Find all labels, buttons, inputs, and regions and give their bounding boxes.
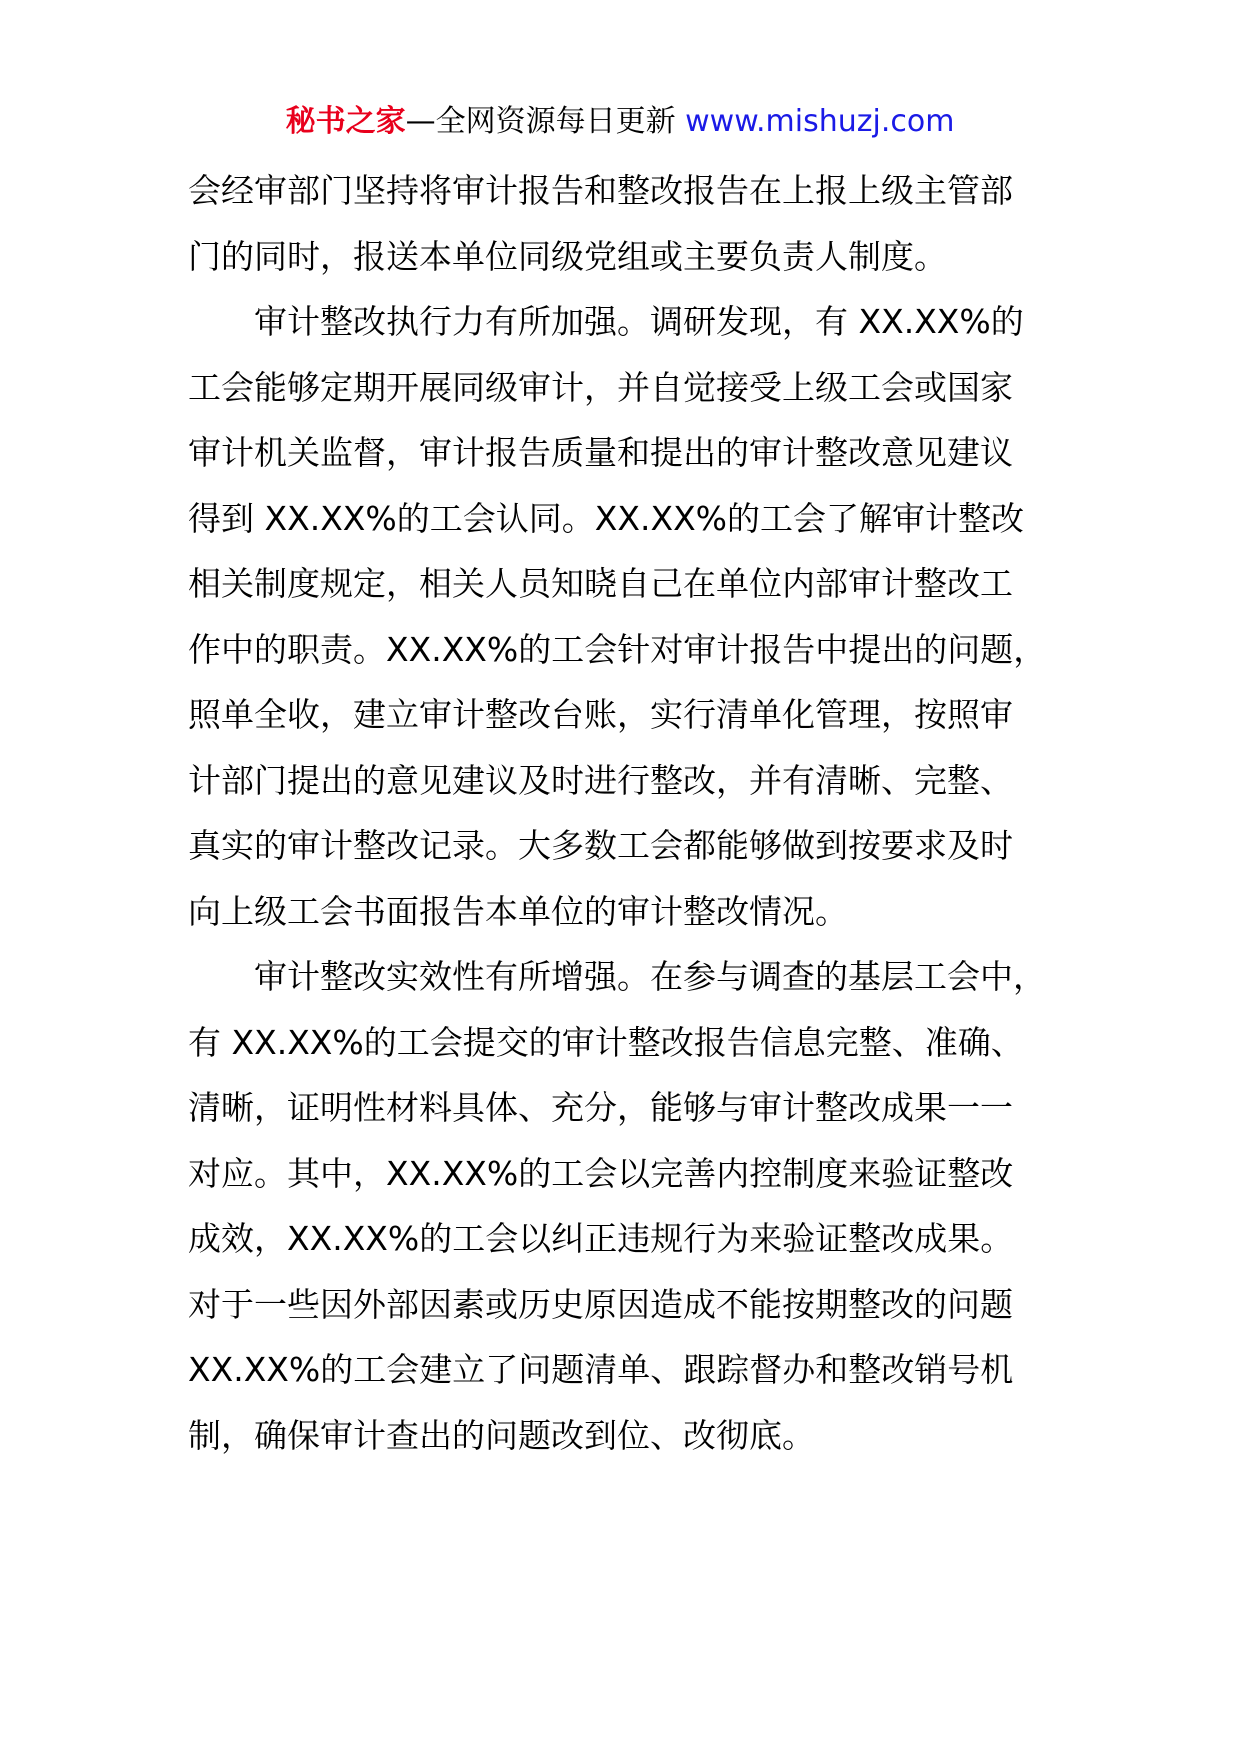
site-url-link[interactable]: www.mishuzj.com bbox=[685, 104, 955, 139]
paragraph-3-line: XX.XX%的工会建立了问题清单、跟踪督办和整改销号机 bbox=[188, 1350, 1014, 1389]
paragraph-3-line: 清晰，证明性材料具体、充分，能够与审计整改成果一一 bbox=[188, 1088, 1013, 1127]
site-header bbox=[0, 98, 1240, 146]
paragraph-3-line: 对应。其中，XX.XX%的工会以完善内控制度来验证整改 bbox=[188, 1153, 1014, 1193]
paragraph-2-line: 向上级工会书面报告本单位的审计整改情况。 bbox=[188, 891, 848, 931]
paragraph-3-line: 审计整改实效性有所增强。在参与调查的基层工会中， bbox=[254, 957, 1046, 996]
paragraph-2-line: 审计整改执行力有所加强。调研发现，有 XX.XX%的 bbox=[254, 302, 1024, 341]
paragraph-2-line: 相关制度规定，相关人员知晓自己在单位内部审计整改工 bbox=[188, 564, 1013, 603]
paragraph-2-line: 审计机关监督，审计报告质量和提出的审计整改意见建议 bbox=[188, 433, 1013, 472]
paragraph-2-line: 作中的职责。XX.XX%的工会针对审计报告中提出的问题， bbox=[188, 629, 1047, 669]
paragraph-2-line: 照单全收，建立审计整改台账，实行清单化管理，按照审 bbox=[188, 695, 1013, 734]
document-body bbox=[188, 158, 1068, 1468]
paragraph-3-line: 对于一些因外部因素或历史原因造成不能按期整改的问题 bbox=[188, 1284, 1013, 1324]
paragraph-2-line: 得到 XX.XX%的工会认同。XX.XX%的工会了解审计整改 bbox=[188, 498, 1025, 538]
paragraph-2-line: 真实的审计整改记录。大多数工会都能够做到按要求及时 bbox=[188, 826, 1013, 865]
paragraph-2-line: 工会能够定期开展同级审计，并自觉接受上级工会或国家 bbox=[188, 367, 1013, 407]
paragraph-1-line: 门的同时，报送本单位同级党组或主要负责人制度。 bbox=[188, 236, 947, 276]
paragraph-2-line: 计部门提出的意见建议及时进行整改，并有清晰、完整、 bbox=[188, 760, 1013, 800]
paragraph-1-line: 会经审部门坚持将审计报告和整改报告在上报上级主管部 bbox=[188, 171, 1013, 210]
paragraph-3-line: 成效，XX.XX%的工会以纠正违规行为来验证整改成果。 bbox=[188, 1219, 1014, 1258]
brand-name: 秘书之家 bbox=[285, 104, 406, 139]
header-slogan: —全网资源每日更新 bbox=[405, 104, 676, 139]
paragraph-3-line: 制，确保审计查出的问题改到位、改彻底。 bbox=[188, 1415, 815, 1455]
paragraph-3-line: 有 XX.XX%的工会提交的审计整改报告信息完整、准确、 bbox=[188, 1022, 1024, 1062]
